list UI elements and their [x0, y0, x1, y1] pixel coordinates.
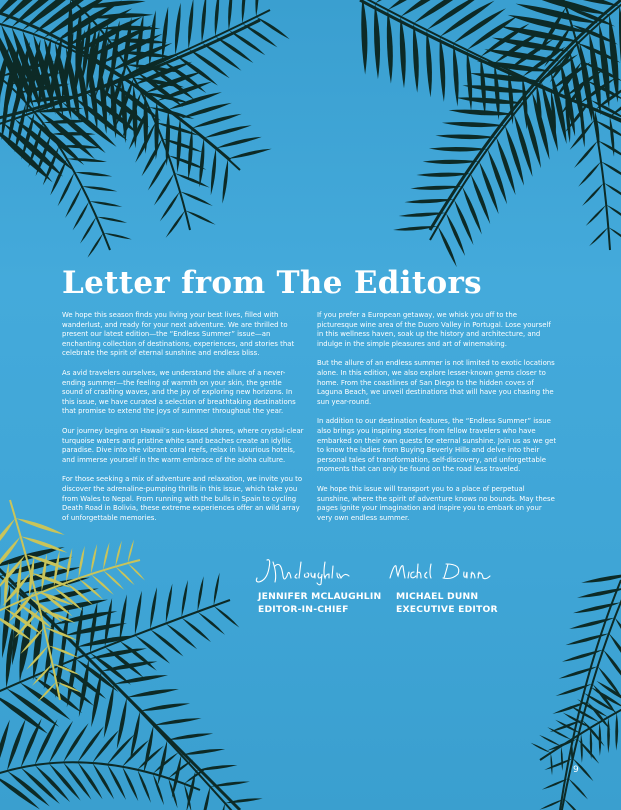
paragraph: We hope this issue will transport you to a place of perpetual sunshine, where the spirit of adventure knows no bounds. May these pages ignite your imagination and inspire you to embark on your very own endless summer.: [317, 484, 555, 522]
page-number: 9: [573, 765, 579, 775]
signature-jennifer: [253, 556, 383, 588]
letter-column-left: [62, 311, 304, 533]
palm-frond: [539, 560, 621, 810]
palm-frond: [0, 718, 209, 810]
editor-role: EDITOR-IN-CHIEF: [258, 604, 349, 615]
paragraph: For those seeking a mix of adventure and relaxation, we invite you to discover the adrenaline-pumping thrills in this issue, which take you from Wales to Nepal. From running with the bulls in Spain to cycling Death Road in Bolivia, these extreme experiences offer an wild array of unforgettable memories.: [62, 475, 303, 522]
page-title: Letter from The Editors: [62, 265, 482, 301]
letter-column-right: [317, 311, 559, 533]
paragraph: In addition to our destination features, the “Endless Summer” issue also brings you inspiring stories from fellow travelers who have embarked on their own quests for eternal sunshine. Join us as we get to know the ladies from Buying Beverly Hills and delve into their personal tales of transformation, self-discovery, and unforgettable moments that can only be found on the road less traveled.: [317, 417, 557, 474]
editor-name: MICHAEL DUNN: [396, 591, 479, 602]
editor-credit-michael: [396, 590, 498, 616]
paragraph: We hope this season finds you living your best lives, filled with wanderlust, and ready for your next adventure. We are thrilled to present our latest edition—the “Endless Summer” issue—an enchanting collection of destinations, experiences, and stories that celebrate the spirit of eternal sunshine and endless bliss.: [62, 311, 295, 358]
editor-role: EXECUTIVE EDITOR: [396, 604, 498, 615]
editor-name: JENNIFER MCLAUGHLIN: [258, 591, 382, 602]
paragraph: If you prefer a European getaway, we whisk you off to the picturesque wine area of the Duoro Valley in Portugal. Lose yourself in this wellness haven, soak up the history and architecture, and indulge in the simple pleasures and art of winemaking.: [317, 311, 551, 348]
paragraph: But the allure of an endless summer is not limited to exotic locations alone. In this edition, we also explore lesser-known gems closer to home. From the coastlines of San Diego to the hidden coves of Laguna Beach, we unveil destinations that will have you chasing the sun year-round.: [317, 359, 555, 406]
editor-credit-jennifer: [258, 590, 381, 616]
signature-michael: [388, 556, 518, 588]
paragraph: Our journey begins on Hawaii’s sun-kissed shores, where crystal-clear turquoise waters and pristine white sand beaches create an idyllic paradise. Dive into the vibrant coral reefs, relax in luxurious hotels, and immerse yourself in the warm embrace of the aloha culture.: [62, 426, 304, 464]
paragraph: As avid travelers ourselves, we understand the allure of a never-ending summer—the feeling of warmth on your skin, the gentle sound of crashing waves, and the joy of exploring new horizons. In this issue, we have curated a selection of breathtaking destinations that promise to extend the joys of summer throughout the year.: [62, 368, 296, 416]
